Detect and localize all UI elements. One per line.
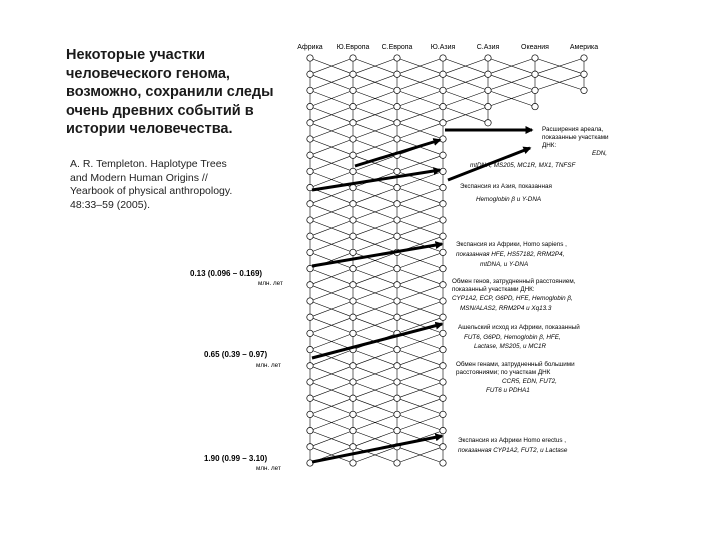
lattice-node: [307, 136, 313, 142]
lattice-node: [307, 217, 313, 223]
annotation-text: Экспансия из Азия, показанная: [460, 183, 552, 190]
lattice-node: [307, 298, 313, 304]
lattice-node: [440, 87, 446, 93]
annotation-range-expansion: [470, 126, 609, 169]
lattice-node: [440, 152, 446, 158]
lattice-node: [440, 233, 446, 239]
lattice-node: [394, 103, 400, 109]
lattice-node: [440, 314, 446, 320]
lattice-node: [440, 460, 446, 466]
lattice-node: [394, 298, 400, 304]
annotation-gene-exchange-2: [456, 360, 575, 394]
lattice-node: [350, 395, 356, 401]
lattice-node: [307, 330, 313, 336]
lattice-node: [394, 233, 400, 239]
annotation-text: Расширения ареала,: [542, 126, 604, 133]
lattice-node: [307, 395, 313, 401]
date-label-3: [204, 454, 281, 472]
lattice-node: [440, 282, 446, 288]
region-header: С.Азия: [476, 44, 500, 51]
annotation-text: CYP1A2, ECP, G6PD, HFE, Hemoglobin β,: [452, 295, 573, 302]
annotation-text: Экспансия из Африки Homo erectus ,: [458, 437, 567, 444]
lattice-node: [394, 217, 400, 223]
annotation-text: ДНК:: [542, 142, 557, 149]
lattice-node: [440, 346, 446, 352]
lattice-node: [394, 363, 400, 369]
lattice-node: [532, 71, 538, 77]
lattice-node: [350, 233, 356, 239]
annotation-text: EDN,: [592, 150, 608, 157]
region-header: Ю.Европа: [336, 44, 370, 51]
annotation-acheulean: [458, 323, 580, 350]
lattice-node: [307, 379, 313, 385]
lattice-node: [440, 201, 446, 207]
citation-line: and Modern Human Origins //: [70, 171, 208, 184]
annotation-text: показанные участками: [542, 134, 609, 141]
lattice-node: [350, 136, 356, 142]
lattice-node: [440, 427, 446, 433]
region-header: Ю.Азия: [430, 44, 456, 51]
region-header: Океания: [521, 44, 549, 51]
arrow-homo-erectus: [312, 436, 442, 462]
lattice-node: [307, 152, 313, 158]
lattice-node: [307, 103, 313, 109]
lattice-node: [485, 103, 491, 109]
annotation-text: FUT6 и PDHA1: [486, 387, 530, 394]
lattice-node: [307, 168, 313, 174]
annotation-asia-expansion: [460, 183, 552, 203]
lattice-node: [307, 444, 313, 450]
title-line: истории человечества.: [66, 121, 233, 137]
date-unit: млн. лет: [258, 280, 283, 287]
lattice-node: [350, 71, 356, 77]
region-header: Африка: [297, 44, 323, 51]
lattice-node: [350, 363, 356, 369]
lattice-node: [350, 330, 356, 336]
lattice-node: [532, 87, 538, 93]
lattice-node: [394, 55, 400, 61]
lattice-node: [307, 346, 313, 352]
lattice-node: [440, 444, 446, 450]
lattice-node: [350, 55, 356, 61]
lattice-node: [307, 55, 313, 61]
lattice-node: [440, 265, 446, 271]
lattice-node: [440, 120, 446, 126]
annotation-gene-exchange-1: [452, 277, 576, 312]
region-headers: [297, 44, 598, 51]
lattice-node: [581, 71, 587, 77]
lattice-node: [581, 87, 587, 93]
lattice-node: [440, 330, 446, 336]
lattice-node: [440, 249, 446, 255]
lattice-node: [440, 217, 446, 223]
lattice-node: [307, 282, 313, 288]
lattice-node: [307, 71, 313, 77]
lattice-node: [307, 233, 313, 239]
lattice-node: [394, 265, 400, 271]
annotation-text: Экспансия из Африки, Homo sapiens ,: [456, 241, 567, 248]
lattice-node: [350, 120, 356, 126]
lattice-node: [307, 314, 313, 320]
lattice-node: [307, 427, 313, 433]
lattice-node: [440, 168, 446, 174]
lattice-node: [394, 346, 400, 352]
lattice-node: [394, 427, 400, 433]
lattice-node: [350, 152, 356, 158]
title-line: возможно, сохранили следы: [66, 84, 274, 100]
lattice-node: [350, 265, 356, 271]
annotation-text: Ашельский исход из Африки, показанный: [458, 324, 580, 331]
annotation-homo-erectus: [458, 437, 568, 454]
lattice-node: [394, 395, 400, 401]
lattice-node: [440, 411, 446, 417]
title-line: очень древних событий в: [66, 102, 254, 119]
lattice-node: [485, 120, 491, 126]
annotation-text: показанная HFE, HS57182, RRM2P4,: [456, 251, 565, 258]
lattice-node: [350, 444, 356, 450]
annotation-text: показанная CYP1A2, FUT2, и Lactase: [458, 447, 568, 454]
lattice-node: [307, 363, 313, 369]
lattice-node: [350, 87, 356, 93]
lattice-node: [350, 298, 356, 304]
annotation-homo-sapiens: [456, 241, 567, 268]
citation-line: 48:33–59 (2005).: [70, 198, 150, 211]
lattice-node: [440, 379, 446, 385]
lattice-node: [307, 120, 313, 126]
lattice-node: [440, 71, 446, 77]
lattice-node: [394, 120, 400, 126]
lattice-node: [485, 71, 491, 77]
lattice-node: [350, 201, 356, 207]
lattice-node: [394, 379, 400, 385]
lattice-node: [350, 282, 356, 288]
date-unit: млн. лет: [256, 465, 281, 472]
lattice-node: [394, 282, 400, 288]
lattice-node: [350, 314, 356, 320]
title-line: Некоторые участки: [66, 47, 206, 63]
lattice-node: [394, 136, 400, 142]
lattice-node: [350, 411, 356, 417]
annotation-text: расстояниями; по участкам ДНК: [456, 369, 551, 376]
date-value: 0.65 (0.39 – 0.97): [204, 350, 268, 359]
date-unit: млн. лет: [256, 362, 281, 369]
lattice-node: [350, 460, 356, 466]
lattice-node: [485, 87, 491, 93]
citation-line: Yearbook of physical anthropology.: [70, 185, 233, 197]
lattice-node: [440, 136, 446, 142]
title-line: человеческого генома,: [66, 65, 230, 82]
lattice-node: [581, 55, 587, 61]
lattice-node: [307, 411, 313, 417]
lattice-node: [394, 184, 400, 190]
arrow-homo-sapiens: [312, 244, 442, 266]
annotation-text: MSN/ALAS2, RRM2P4 и Xq13.3: [460, 305, 552, 312]
lattice-node: [532, 103, 538, 109]
lattice-node: [394, 87, 400, 93]
region-header: Америка: [569, 44, 599, 51]
lattice-node: [307, 87, 313, 93]
lattice-node: [440, 55, 446, 61]
lattice-node: [532, 55, 538, 61]
lattice-node: [440, 103, 446, 109]
lattice-node: [350, 427, 356, 433]
arrow-acheulean: [312, 324, 442, 358]
lattice-node: [394, 168, 400, 174]
date-value: 0.13 (0.096 – 0.169): [190, 269, 263, 278]
lattice-node: [394, 71, 400, 77]
lattice-node: [307, 201, 313, 207]
lattice-node: [350, 217, 356, 223]
lattice-node: [350, 103, 356, 109]
lattice-node: [394, 201, 400, 207]
citation-line: A. R. Templeton. Haplotype Trees: [70, 158, 227, 170]
lattice-node: [350, 168, 356, 174]
annotation-text: Lactase, MS205, и MC1R: [474, 343, 547, 350]
lattice-node: [440, 395, 446, 401]
annotation-text: FUT6, G6PD, Hemoglobin β, HFE,: [464, 334, 561, 341]
date-value: 1.90 (0.99 – 3.10): [204, 454, 268, 463]
annotation-text: CCR5, EDN, FUT2,: [502, 378, 557, 385]
lattice-node: [394, 411, 400, 417]
annotation-text: Обмен генами, затрудненный большими: [456, 361, 575, 368]
annotation-text: Hemoglobin β и Y-DNA: [476, 196, 542, 203]
lattice-node: [350, 379, 356, 385]
annotation-text: Обмен генов, затрудненный расстоянием,: [452, 278, 576, 285]
region-header: С.Европа: [381, 44, 413, 51]
annotation-text: mtDNA, MS205, MC1R, MX1, TNFSF: [470, 162, 576, 169]
lattice-node: [485, 55, 491, 61]
lattice-node: [394, 314, 400, 320]
lattice-node: [307, 249, 313, 255]
lattice-node: [350, 249, 356, 255]
arrow-range-expansion: [355, 140, 440, 166]
annotation-text: mtDNA, и Y-DNA: [480, 261, 529, 268]
lattice-node: [440, 184, 446, 190]
date-label-2: [204, 350, 281, 369]
lattice-node: [394, 460, 400, 466]
annotation-text: показанный участками ДНК:: [452, 286, 535, 293]
lattice-node: [440, 298, 446, 304]
date-label-1: [190, 269, 283, 287]
lattice-node: [440, 363, 446, 369]
